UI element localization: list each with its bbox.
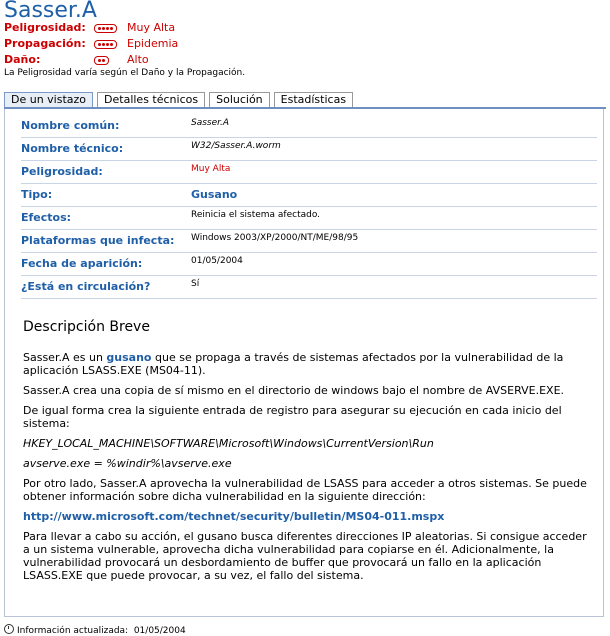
rating-meter-icon xyxy=(94,24,117,33)
description-heading: Descripción Breve xyxy=(23,319,150,335)
info-row-tipo xyxy=(21,184,597,207)
info-value-link[interactable]: Gusano xyxy=(191,188,238,201)
description-paragraph: Para llevar a cabo su acción, el gusano busca diferentes direcciones IP aleatorias. Si consigue acceder a un sistema vulnerable, aprovecha dicha vulnerabilidad para copiarse en él. Adicionalmente, la vulnerabilidad provocará un desbordamiento de buffer que provocará un fallo en la aplicación LSASS.EXE que puede provocar, a su vez, el fallo del sistema. xyxy=(23,530,587,582)
tab-bar xyxy=(4,92,353,108)
severity-note: La Peligrosidad varía según el Daño y la Propagación. xyxy=(4,68,246,78)
info-value: W32/Sasser.A.worm xyxy=(191,141,281,151)
info-row-circulacion xyxy=(21,276,597,299)
update-date: 01/05/2004 xyxy=(133,626,186,636)
info-key: Fecha de aparición: xyxy=(21,257,143,270)
info-key: Nombre común: xyxy=(21,119,120,132)
page-title: Sasser.A xyxy=(4,0,97,23)
info-key: Peligrosidad: xyxy=(21,165,103,178)
tab-solucion[interactable]: Solución xyxy=(209,92,270,107)
info-row-efectos xyxy=(21,207,597,230)
registry-value: avserve.exe = %windir%\avserve.exe xyxy=(23,457,232,470)
description-paragraph: Por otro lado, Sasser.A aprovecha la vulnerabilidad de LSASS para acceder a otros sistemas. Se puede obtener información sobre dicha vulnerabilidad en la siguiente dirección: xyxy=(23,477,587,503)
info-key: Efectos: xyxy=(21,211,72,224)
info-key: Plataformas que infecta: xyxy=(21,234,175,247)
registry-key: HKEY_LOCAL_MACHINE\SOFTWARE\Microsoft\Windows\CurrentVersion\Run xyxy=(23,437,434,450)
overview-panel xyxy=(4,109,604,617)
rating-meter-icon xyxy=(94,56,109,65)
info-row-plataformas xyxy=(21,230,597,253)
info-row-fecha xyxy=(21,253,597,276)
update-label: Información actualizada: xyxy=(17,626,129,636)
tab-estadisticas[interactable]: Estadísticas xyxy=(274,92,353,107)
description-section xyxy=(23,321,595,589)
info-key: Nombre técnico: xyxy=(21,142,124,155)
rating-value: Epidemia xyxy=(127,37,179,50)
info-key: Tipo: xyxy=(21,188,53,201)
rating-label: Peligrosidad: xyxy=(4,21,86,34)
info-key: ¿Está en circulación? xyxy=(21,280,151,293)
info-value: Reinicia el sistema afectado. xyxy=(191,210,321,220)
rating-value: Alto xyxy=(127,53,149,66)
tab-detalles-tecnicos[interactable]: Detalles técnicos xyxy=(97,92,205,107)
info-value: Sasser.A xyxy=(191,118,230,128)
info-row-nombre-comun xyxy=(21,115,597,138)
gusano-link[interactable]: gusano xyxy=(106,351,152,364)
text-span: Sasser.A es un xyxy=(23,351,107,364)
info-value: Sí xyxy=(191,279,200,289)
info-value: Windows 2003/XP/2000/NT/ME/98/95 xyxy=(191,233,359,243)
description-paragraph: De igual forma crea la siguiente entrada de registro para asegurar su ejecución en cada inicio del sistema: xyxy=(23,404,562,430)
text-span: que se propaga a través de sistemas afectados por la vulnerabilidad de la aplicación LSASS.EXE (MS04-11). xyxy=(23,351,564,377)
rating-label: Daño: xyxy=(4,53,41,66)
clock-icon xyxy=(4,624,14,634)
info-value: Muy Alta xyxy=(191,164,231,174)
rating-meter-icon xyxy=(94,40,117,49)
rating-label: Propagación: xyxy=(4,37,86,50)
info-row-nombre-tecnico xyxy=(21,138,597,161)
microsoft-bulletin-link[interactable]: http://www.microsoft.com/technet/security/bulletin/MS04-011.mspx xyxy=(23,510,445,523)
info-row-peligrosidad xyxy=(21,161,597,184)
description-paragraph: Sasser.A crea una copia de sí mismo en el directorio de windows bajo el nombre de AVSERVE.EXE. xyxy=(23,384,565,397)
tab-de-un-vistazo[interactable]: De un vistazo xyxy=(4,92,93,107)
description-paragraph xyxy=(23,351,595,377)
rating-value: Muy Alta xyxy=(127,21,176,34)
info-value: 01/05/2004 xyxy=(191,256,243,266)
update-footer xyxy=(4,624,186,636)
